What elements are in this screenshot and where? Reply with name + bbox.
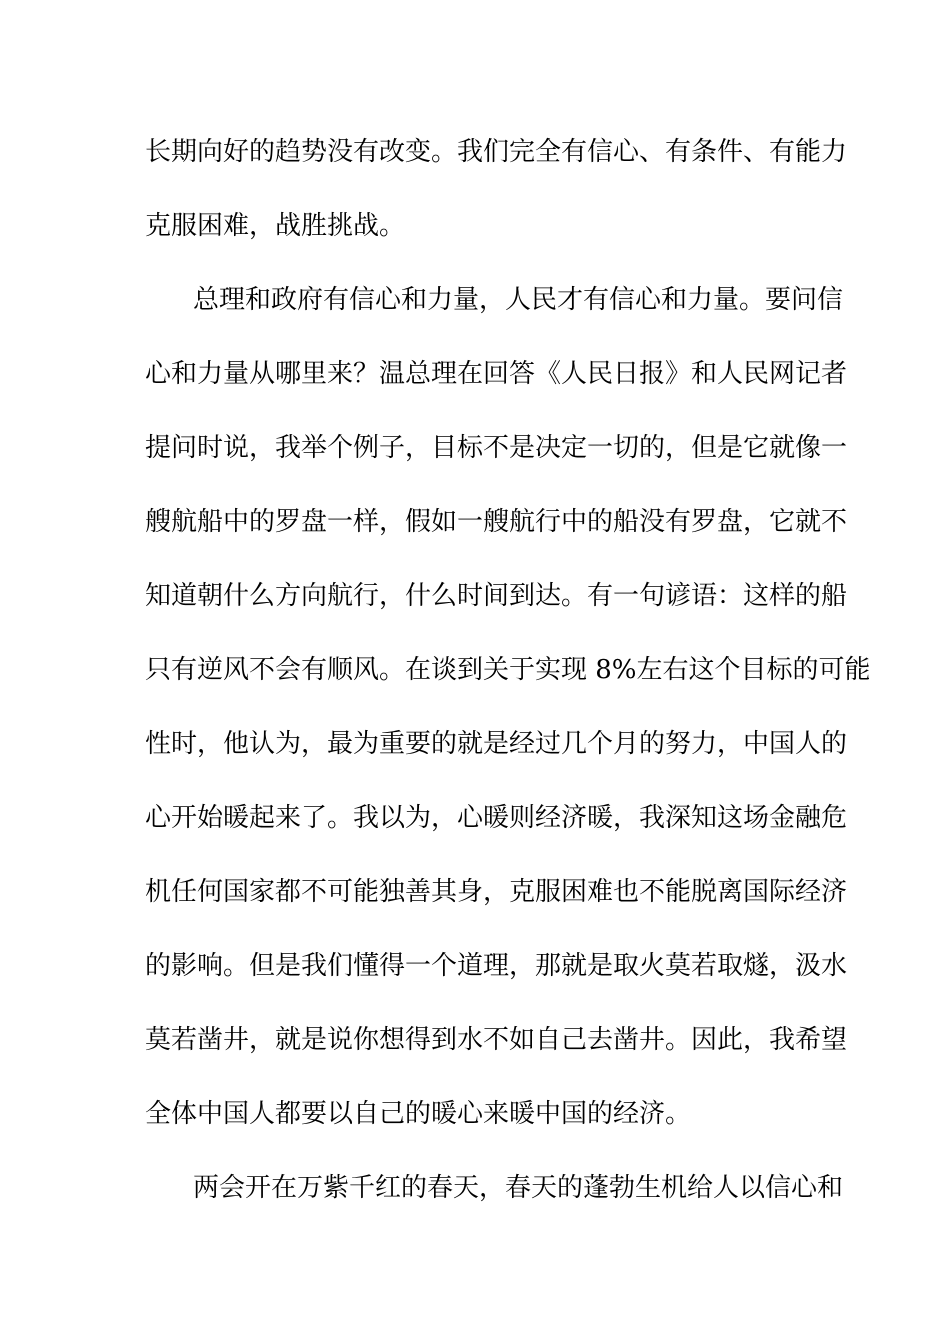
text-line-5: 提问时说，我举个例子，目标不是决定一切的，但是它就像一 xyxy=(145,433,848,463)
text-line-6: 艘航船中的罗盘一样，假如一艘航行中的船没有罗盘，它就不 xyxy=(145,507,848,537)
text-line-7: 知道朝什么方向航行，什么时间到达。有一句谚语：这样的船 xyxy=(145,581,848,611)
text-line-4: 心和力量从哪里来？温总理在回答《人民日报》和人民网记者 xyxy=(145,359,848,389)
text-line-11: 机任何国家都不可能独善其身，克服困难也不能脱离国际经济 xyxy=(145,877,848,907)
text-line-1: 长期向好的趋势没有改变。我们完全有信心、有条件、有能力 xyxy=(145,137,848,167)
text-line-9: 性时，他认为，最为重要的就是经过几个月的努力，中国人的 xyxy=(145,729,848,759)
text-line-14: 全体中国人都要以自己的暖心来暖中国的经济。 xyxy=(145,1099,692,1129)
paragraph-2-first-line: 总理和政府有信心和力量，人民才有信心和力量。要问信 xyxy=(193,285,844,315)
text-line-13: 莫若凿井，就是说你想得到水不如自己去凿井。因此，我希望 xyxy=(145,1025,848,1055)
text-line-8: 只有逆风不会有顺风。在谈到关于实现 8%左右这个目标的可能 xyxy=(145,655,871,685)
text-line-10: 心开始暖起来了。我以为，心暖则经济暖，我深知这场金融危 xyxy=(145,803,848,833)
text-line-12: 的影响。但是我们懂得一个道理，那就是取火莫若取燧，汲水 xyxy=(145,951,848,981)
text-line-2: 克服困难，战胜挑战。 xyxy=(145,211,406,241)
paragraph-3-first-line: 两会开在万紫千红的春天，春天的蓬勃生机给人以信心和 xyxy=(193,1173,844,1203)
